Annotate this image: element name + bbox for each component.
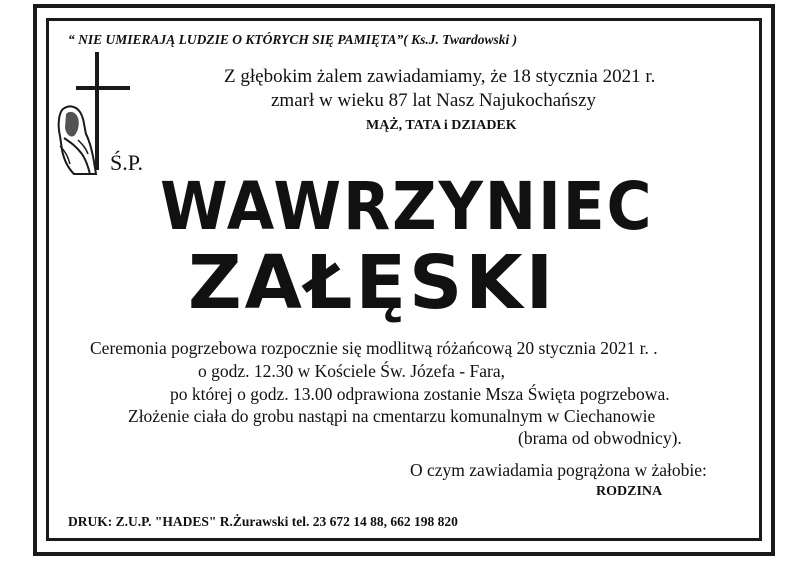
- motto: “ NIE UMIERAJĄ LUDZIE O KTÓRYCH SIĘ PAMIĘTA”( Ks.J. Twardowski ): [68, 32, 518, 47]
- ceremony-line-1: Ceremonia pogrzebowa rozpocznie się modlitwą różańcową 20 stycznia 2021 r. .: [90, 338, 658, 358]
- ceremony-line-2: o godz. 12.30 w Kościele Św. Józefa - Fara,: [198, 361, 505, 381]
- closing-text: O czym zawiadamia pogrążona w żałobie:: [410, 460, 707, 480]
- relation-label: MĄŻ, TATA i DZIADEK: [366, 118, 517, 133]
- printer-footer: DRUK: Z.U.P. "HADES" R.Żurawski tel. 23 672 14 88, 662 198 820: [68, 514, 458, 529]
- ceremony-line-5: (brama od obwodnicy).: [518, 428, 682, 448]
- deceased-last-name: ZAŁĘSKI: [188, 240, 557, 326]
- announcement-line-2: zmarł w wieku 87 lat Nasz Najukochańszy: [271, 90, 597, 111]
- sp-prefix: Ś.P.: [110, 150, 144, 175]
- deceased-first-name: WAWRZYNIEC: [160, 168, 654, 245]
- ceremony-line-3: po której o godz. 13.00 odprawiona zostanie Msza Święta pogrzebowa.: [170, 384, 670, 404]
- family-signature: RODZINA: [596, 484, 663, 499]
- announcement-line-1: Z głębokim żalem zawiadamiamy, że 18 stycznia 2021 r.: [224, 66, 656, 87]
- ceremony-line-4: Złożenie ciała do grobu nastąpi na cmentarzu komunalnym w Ciechanowie: [128, 406, 656, 426]
